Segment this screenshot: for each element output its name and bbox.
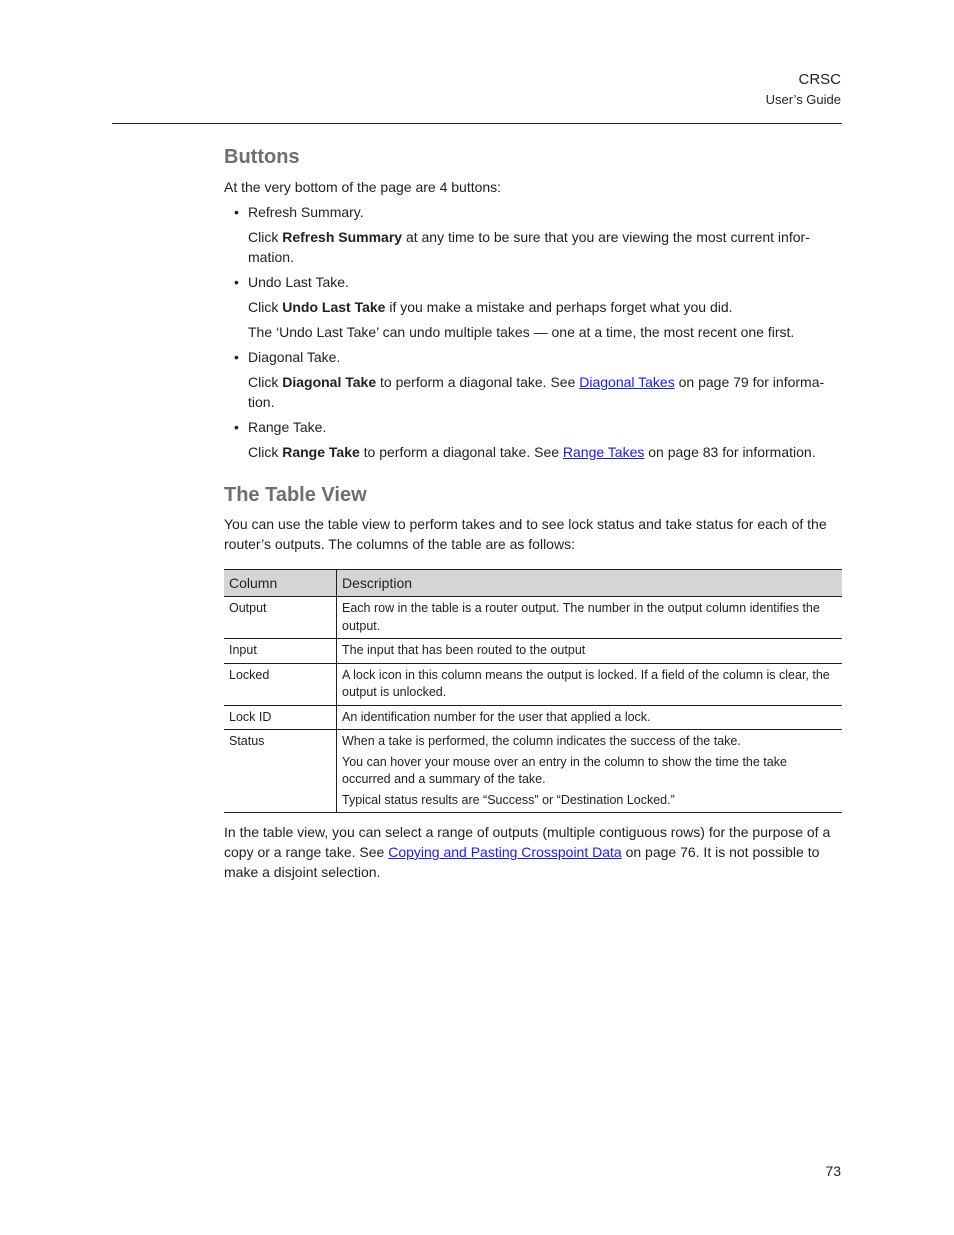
header-divider [112, 123, 842, 124]
bullet-detail [224, 442, 842, 462]
description-cell [337, 663, 843, 705]
bullet-detail-2: The ‘Undo Last Take’ can undo multiple takes — one at a time, the most recent one first. [248, 324, 795, 340]
columns-table [224, 569, 842, 813]
column-cell: Output [224, 597, 337, 639]
column-header: Column [224, 570, 337, 597]
description-text: A lock icon in this column means the output is locked. If a field of the column is clear, the output is unlocked. [342, 667, 830, 699]
bullet-label: • Refresh Summary. [224, 202, 842, 222]
description-text: You can hover your mouse over an entry in the column to show the time the take occurred and a summary of the take. [342, 754, 787, 786]
detail-bold: Refresh Summary [282, 229, 403, 245]
detail-suffix: on page 79 for informa-tion. [248, 374, 825, 410]
description-text: Each row in the table is a router output. The number in the output column identifies the output. [342, 601, 820, 633]
bullet-label: • Range Take. [224, 417, 842, 437]
table-row [224, 730, 842, 813]
description-header: Description [337, 570, 843, 597]
detail-text: if you make a mistake and perhaps forget what you did. [385, 299, 733, 315]
buttons-intro: At the very bottom of the page are 4 buttons: [224, 179, 502, 195]
description-text: When a take is performed, the column indicates the success of the take. [342, 734, 741, 748]
table-view-intro: You can use the table view to perform takes and to see lock status and take status for each of the router’s outputs. The columns of the table are as follows: [224, 516, 827, 552]
page-content [224, 142, 842, 882]
detail-text: to perform a diagonal take. See [359, 444, 563, 460]
detail-prefix: Click [248, 444, 283, 460]
table-view-outro [224, 822, 842, 882]
bullet-detail [224, 297, 842, 317]
description-cell [337, 730, 843, 813]
column-cell: Locked [224, 663, 337, 705]
copying-pasting-link[interactable]: Copying and Pasting Crosspoint Data [388, 844, 622, 860]
bullet-detail [224, 227, 842, 267]
column-cell: Input [224, 639, 337, 664]
range-takes-link[interactable]: Range Takes [562, 444, 645, 460]
bullet-label: • Undo Last Take. [224, 272, 842, 292]
description-text: The input that has been routed to the output [342, 643, 586, 657]
table-header-row [224, 570, 842, 597]
list-item [224, 202, 842, 267]
description-text: An identification number for the user that applied a lock. [342, 709, 651, 724]
table-row [224, 663, 842, 705]
buttons-list [224, 202, 842, 462]
outro-suffix: on page 76. It is not possible to make a disjoint selection. [224, 844, 820, 880]
list-item [224, 347, 842, 412]
detail-bold: Range Take [282, 444, 360, 460]
table-row [224, 597, 842, 639]
page-number: 73 [825, 1163, 841, 1179]
column-cell: Status [224, 730, 337, 813]
bullet-detail [224, 372, 842, 412]
table-view-heading: The Table View [224, 484, 367, 506]
description-cell [337, 597, 843, 639]
header-title: CRSC [798, 71, 841, 88]
detail-prefix: Click [248, 374, 283, 390]
buttons-heading: Buttons [224, 146, 300, 168]
column-cell: Lock ID [224, 705, 337, 730]
description-text: Typical status results are “Success” or “Destination Locked.” [342, 792, 675, 807]
page-header [766, 70, 841, 109]
diagonal-takes-link[interactable]: Diagonal Takes [579, 374, 675, 390]
detail-text: to perform a diagonal take. See [376, 374, 580, 390]
detail-bold: Diagonal Take [282, 374, 377, 390]
detail-prefix: Click [248, 299, 283, 315]
bullet-label: • Diagonal Take. [224, 347, 842, 367]
list-item [224, 272, 842, 342]
table-row [224, 705, 842, 730]
detail-prefix: Click [248, 229, 283, 245]
table-row [224, 639, 842, 664]
detail-text: at any time to be sure that you are viewing the most current infor-mation. [248, 229, 810, 265]
outro-prefix: In the table view, you can select a range of outputs (multiple contiguous rows) for the purpose of a copy or a range take. See [224, 824, 831, 860]
header-subtitle: User’s Guide [765, 92, 841, 107]
detail-suffix: on page 83 for information. [644, 444, 816, 460]
list-item [224, 417, 842, 462]
detail-bold: Undo Last Take [282, 299, 386, 315]
description-cell [337, 639, 843, 664]
description-cell [337, 705, 843, 730]
